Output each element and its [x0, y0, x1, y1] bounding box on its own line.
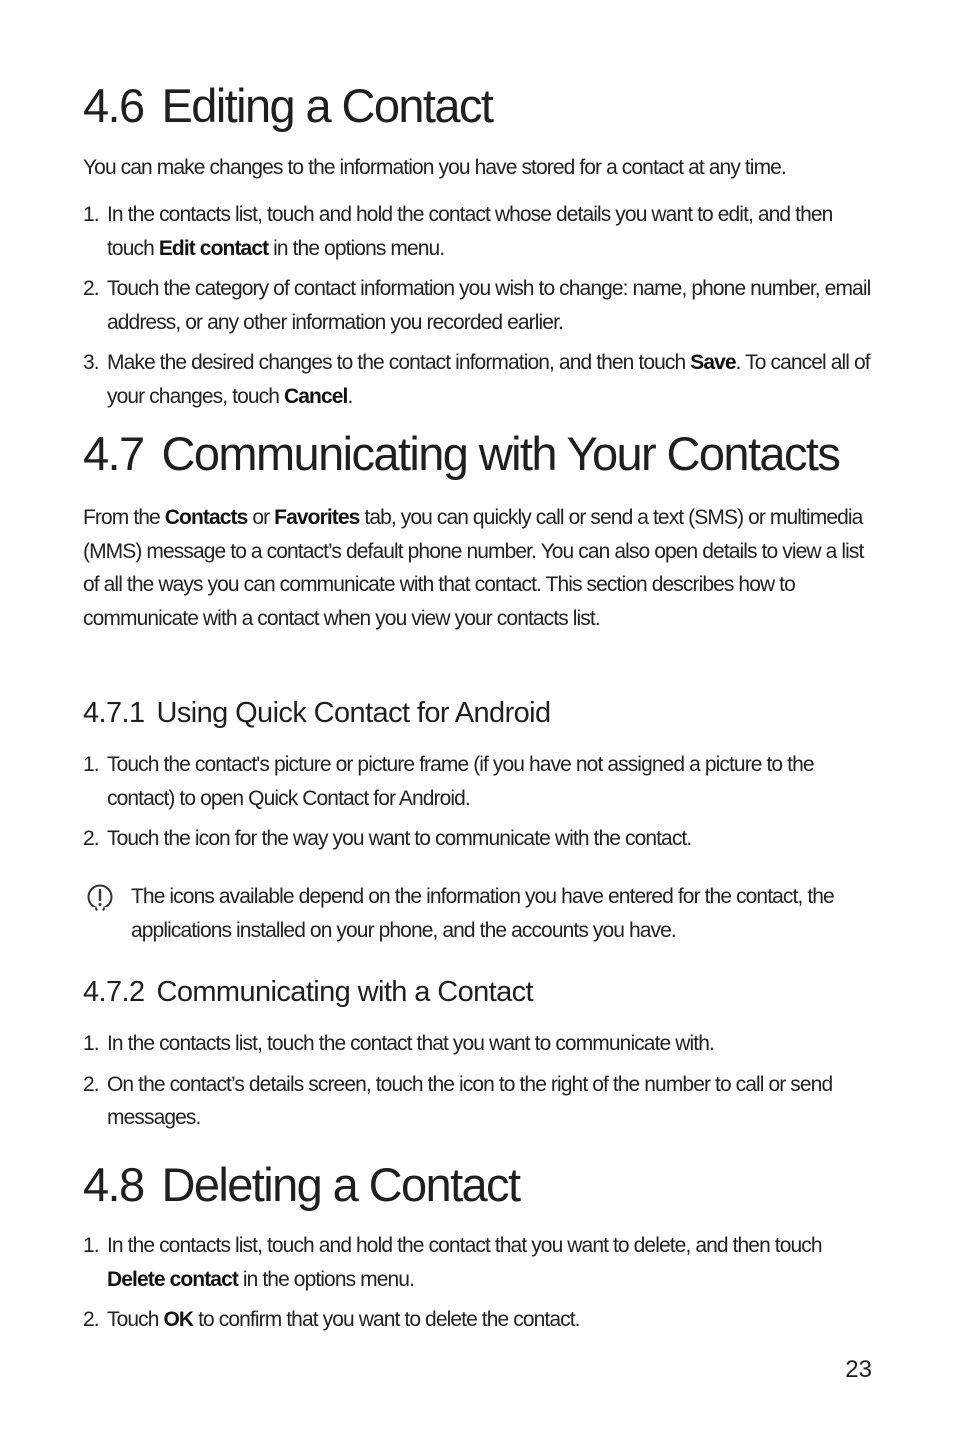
intro-4-6: You can make changes to the information you have stored for a contact at any time.	[83, 156, 786, 179]
list-item: 2. Touch the category of contact information you wish to change: name, phone number, email address, or any other information you recorded earlier.	[83, 277, 871, 334]
steps-4-6	[83, 198, 873, 413]
heading-4-8: 4.8 Deleting a Contact	[83, 1158, 520, 1211]
steps-4-7-2	[83, 1027, 873, 1135]
tip-lightbulb-icon	[85, 883, 115, 913]
heading-4-7-2: 4.7.2 Communicating with a Contact	[83, 976, 533, 1008]
page-number: 23	[845, 1356, 872, 1383]
steps-4-8	[83, 1229, 873, 1337]
list-item: 3. Make the desired changes to the contact information, and then touch Save. To cancel all of your changes, touch Cancel.	[83, 351, 870, 408]
list-item: 2. Touch OK to confirm that you want to delete the contact.	[83, 1308, 580, 1331]
list-item: 1. In the contacts list, touch and hold the contact that you want to delete, and then touch Delete contact in the options menu.	[83, 1234, 822, 1291]
heading-4-7: 4.7 Communicating with Your Contacts	[83, 427, 840, 480]
list-item: 1. In the contacts list, touch the contact that you want to communicate with.	[83, 1032, 714, 1055]
steps-4-7-1	[83, 748, 873, 856]
note: The icons available depend on the information you have entered for the contact, the applications installed on your phone, and the accounts you have.	[83, 880, 873, 947]
list-item: 1. In the contacts list, touch and hold the contact whose details you want to edit, and then touch Edit contact in the options menu.	[83, 203, 833, 260]
heading-4-7-1: 4.7.1 Using Quick Contact for Android	[83, 697, 551, 729]
list-item: 1. Touch the contact's picture or picture frame (if you have not assigned a picture to the contact) to open Quick Contact for Android.	[83, 753, 814, 810]
list-item: 2. Touch the icon for the way you want to communicate with the contact.	[83, 827, 692, 850]
heading-4-6: 4.6 Editing a Contact	[83, 79, 493, 132]
intro-4-7: From the Contacts or Favorites tab, you can quickly call or send a text (SMS) or multimedia (MMS) message to a contact’s default phone number. You can also open details to view a list of all the ways you can communicate with that contact. This section describes how to communicate with a contact when you view your contacts list.	[83, 506, 864, 630]
list-item: 2. On the contact’s details screen, touch the icon to the right of the number to call or send messages.	[83, 1072, 833, 1129]
